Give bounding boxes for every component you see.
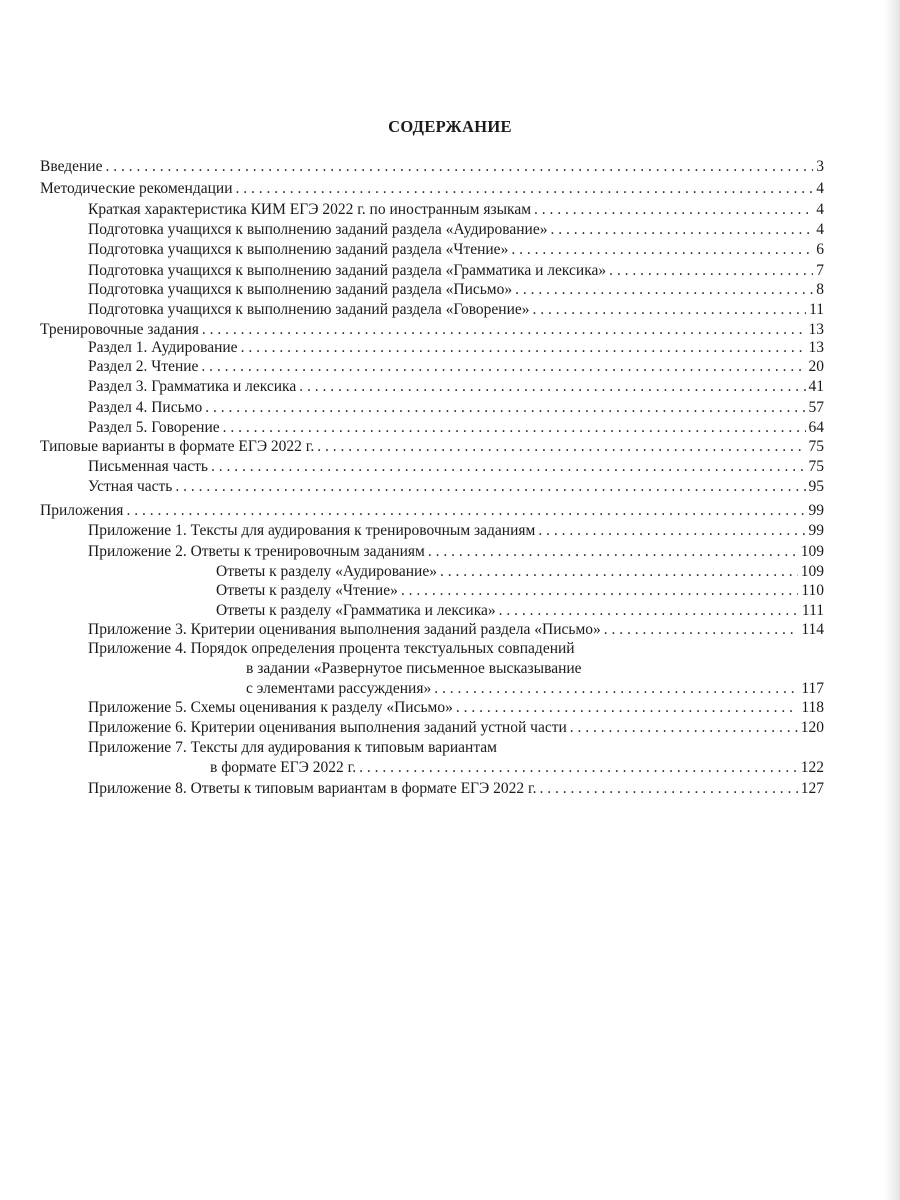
toc-entry	[40, 501, 824, 521]
toc-entry	[88, 200, 824, 220]
toc-entry	[88, 698, 824, 718]
toc-entry-page: 122	[800, 759, 824, 776]
toc-entry-text: Подготовка учащихся к выполнению заданий раздела «Письмо»	[88, 281, 513, 298]
toc-entry	[88, 477, 824, 497]
toc-entry-text: с элементами рассуждения»	[246, 680, 432, 697]
toc-entry-text: Приложение 6. Критерии оценивания выполнения заданий устной части	[88, 719, 567, 736]
toc-entry-text: Раздел 4. Письмо	[88, 399, 203, 416]
leader-dots	[236, 179, 814, 199]
leader-dots	[538, 521, 805, 541]
toc-entry-page: 99	[808, 522, 824, 539]
toc-entry-text: Приложение 3. Критерии оценивания выполнения заданий раздела «Письмо»	[88, 621, 601, 638]
toc-entry	[246, 679, 824, 699]
toc-entry-text: Раздел 3. Грамматика и лексика	[88, 378, 297, 395]
toc-entry-text: Приложение 1. Тексты для аудирования к тренировочным заданиям	[88, 522, 536, 539]
leader-dots	[456, 698, 798, 718]
toc-entry-text: Подготовка учащихся к выполнению заданий раздела «Чтение»	[88, 241, 509, 258]
toc-entry-page: 75	[808, 438, 824, 455]
toc-entry-page: 114	[801, 621, 824, 638]
toc-entry-text: Ответы к разделу «Аудирование»	[216, 563, 437, 580]
leader-dots	[550, 220, 813, 240]
toc-entry-text: Краткая характеристика КИМ ЕГЭ 2022 г. по иностранным языкам	[88, 201, 532, 218]
toc-entry-page: 109	[800, 563, 824, 580]
toc-entry-text: Письменная часть	[88, 458, 208, 475]
toc-entry-text: Приложение 7. Тексты для аудирования к типовым вариантам	[88, 739, 497, 756]
toc-entry	[88, 280, 824, 300]
toc-entry	[88, 300, 824, 320]
toc-entry-page: 7	[816, 262, 824, 279]
toc-entry	[88, 620, 824, 640]
toc-entry-page: 13	[808, 321, 824, 338]
leader-dots	[223, 418, 806, 438]
leader-dots	[317, 437, 805, 457]
leader-dots	[434, 679, 798, 699]
leader-dots	[515, 280, 813, 300]
toc-entry	[88, 240, 824, 260]
leader-dots	[202, 320, 806, 340]
leader-dots	[604, 620, 799, 640]
toc-entry	[40, 179, 824, 199]
leader-dots	[511, 240, 813, 260]
toc-entry	[88, 261, 824, 281]
toc-entry-text: Методические рекомендации	[40, 180, 233, 197]
leader-dots	[440, 562, 798, 582]
toc-entry-text: Введение	[40, 158, 103, 175]
toc-entry-text: в задании «Развернутое письменное высказывание	[246, 660, 582, 677]
toc-entry	[88, 542, 824, 562]
leader-dots	[205, 398, 805, 418]
toc-entry-text: Раздел 5. Говорение	[88, 419, 220, 436]
toc-entry-text: Раздел 1. Аудирование	[88, 339, 238, 356]
toc-entry-page: 4	[816, 221, 824, 238]
toc-entry-page: 95	[808, 478, 824, 495]
page-title: СОДЕРЖАНИЕ	[388, 117, 512, 136]
toc-entry	[40, 437, 824, 457]
toc-entry-text: Раздел 2. Чтение	[88, 358, 199, 375]
toc-entry	[88, 398, 824, 418]
leader-dots	[175, 477, 805, 497]
toc-entry-page: 118	[801, 699, 824, 716]
leader-dots	[570, 718, 798, 738]
toc-entry-page: 8	[816, 281, 824, 298]
toc-entry-text: Ответы к разделу «Чтение»	[216, 582, 398, 599]
toc-entry	[216, 562, 824, 582]
toc-entry-text: Устная часть	[88, 478, 173, 495]
toc-entry-text: Приложение 5. Схемы оценивания к разделу «Письмо»	[88, 699, 453, 716]
toc-entry-page: 11	[809, 301, 824, 318]
leader-dots	[211, 457, 806, 477]
toc-entry-text: Приложения	[40, 502, 124, 519]
leader-dots	[299, 377, 805, 397]
leader-dots	[428, 542, 798, 562]
toc-entry-text: Тренировочные задания	[40, 321, 199, 338]
leader-dots	[105, 157, 813, 177]
toc-entry	[210, 758, 824, 778]
leader-dots	[534, 200, 813, 220]
leader-dots	[533, 300, 807, 320]
toc-entry-text: Подготовка учащихся к выполнению заданий раздела «Аудирование»	[88, 221, 548, 238]
toc-entry-page: 99	[808, 502, 824, 519]
toc-entry-page: 6	[816, 241, 824, 258]
toc-entry	[88, 418, 824, 438]
toc-entry	[88, 521, 824, 541]
toc-entry-page: 4	[816, 201, 824, 218]
toc-entry-page: 111	[801, 602, 824, 619]
toc-entry-page: 64	[808, 419, 824, 436]
toc-entry-text: в формате ЕГЭ 2022 г.	[210, 759, 357, 776]
leader-dots	[540, 779, 798, 799]
toc-entry	[40, 157, 824, 177]
toc-entry-page: 109	[800, 543, 824, 560]
leader-dots	[126, 501, 805, 521]
toc-entry-page: 127	[800, 780, 824, 797]
toc-entry-page: 41	[808, 378, 824, 395]
toc-entry-page: 120	[800, 719, 824, 736]
toc-entry-page: 110	[801, 582, 824, 599]
toc-entry-page: 117	[801, 680, 824, 697]
leader-dots	[401, 581, 798, 601]
toc-entry-page: 57	[808, 399, 824, 416]
leader-dots	[241, 338, 806, 358]
toc-entry	[88, 457, 824, 477]
toc-entry	[88, 377, 824, 397]
toc-entry-page: 75	[808, 458, 824, 475]
leader-dots	[359, 758, 798, 778]
toc-entry-text: Приложение 2. Ответы к тренировочным заданиям	[88, 543, 425, 560]
toc-entry-page: 20	[808, 358, 824, 375]
toc-entry-page: 13	[808, 339, 824, 356]
toc-entry-page: 4	[816, 180, 824, 197]
toc-entry	[88, 718, 824, 738]
toc-entry-text: Приложение 4. Порядок определения процента текстуальных совпадений	[88, 640, 575, 657]
toc-entry-text: Подготовка учащихся к выполнению заданий раздела «Грамматика и лексика»	[88, 262, 607, 279]
toc-entry-text: Ответы к разделу «Грамматика и лексика»	[216, 602, 496, 619]
toc-entry-text: Приложение 8. Ответы к типовым вариантам в формате ЕГЭ 2022 г.	[88, 780, 537, 797]
toc-entry	[216, 601, 824, 621]
toc-entry	[88, 357, 824, 377]
toc-entry	[88, 338, 824, 358]
toc-entry-text: Подготовка учащихся к выполнению заданий раздела «Говорение»	[88, 301, 530, 318]
leader-dots	[499, 601, 799, 621]
toc-entry	[88, 779, 824, 799]
leader-dots	[609, 261, 813, 281]
toc-entry	[40, 320, 824, 340]
toc-entry-text: Типовые варианты в формате ЕГЭ 2022 г.	[40, 438, 315, 455]
toc-entry	[88, 220, 824, 240]
toc-entry	[216, 581, 824, 601]
leader-dots	[201, 357, 805, 377]
toc-entry-page: 3	[816, 158, 824, 175]
